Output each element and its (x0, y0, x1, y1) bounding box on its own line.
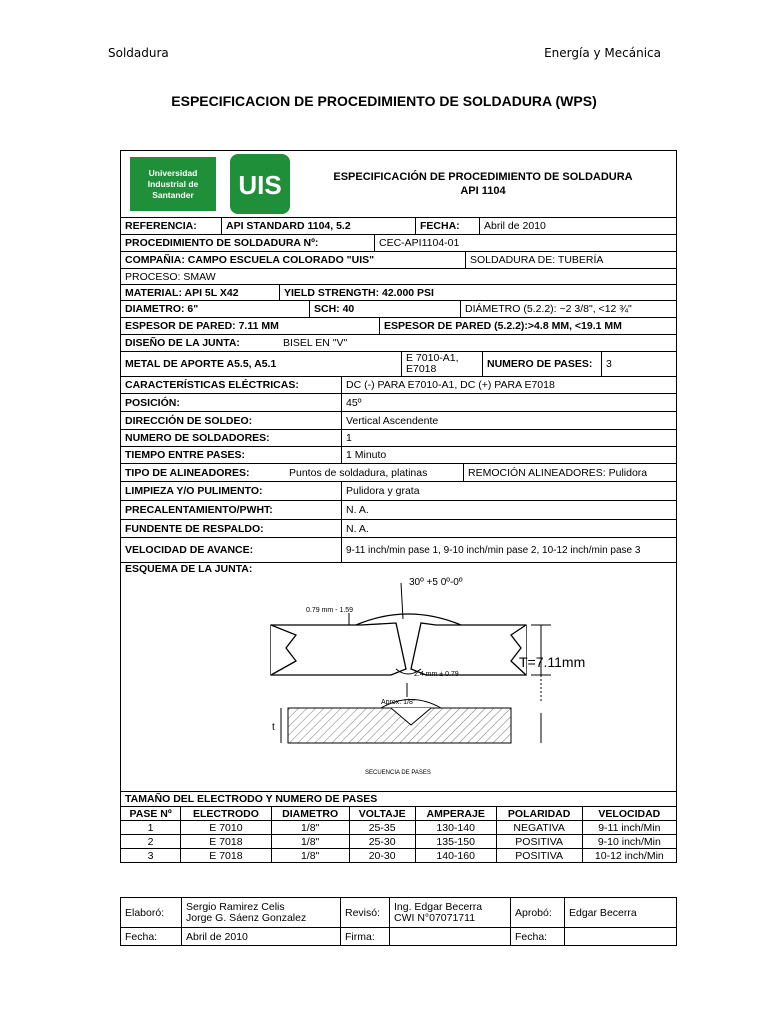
row-proceso (120, 268, 677, 284)
t-label-text: t (272, 722, 275, 733)
cell: 1/8" (271, 849, 349, 863)
metal-label: METAL DE APORTE A5.5, A5.1 (121, 352, 402, 376)
table-row (121, 849, 677, 863)
col-polaridad: POLARIDAD (496, 807, 582, 821)
row-caracteristicas (120, 376, 677, 393)
elaboro-value (182, 898, 341, 928)
cell: 135-150 (415, 835, 496, 849)
procedimiento-value: CEC-API1104-01 (379, 237, 460, 249)
reviso-cwi: CWI N°07071711 (394, 911, 476, 924)
electrode-table-title: TAMAÑO DEL ELECTRODO Y NUMERO DE PASES (120, 791, 677, 806)
university-logo (130, 157, 216, 211)
row-material (120, 284, 677, 300)
procedimiento-label: PROCEDIMIENTO DE SOLDADURA Nº: (121, 235, 375, 251)
material: MATERIAL: API 5L X42 (121, 285, 280, 300)
fecha2-label: Fecha: (511, 928, 565, 946)
cell: 2 (121, 835, 181, 849)
banner-title (290, 170, 676, 198)
fundente-label: FUNDENTE DE RESPALDO: (121, 520, 342, 537)
reviso-name: Ing. Edgar Becerra (394, 900, 483, 913)
table-row (121, 835, 677, 849)
row-procedimiento (120, 234, 677, 251)
fecha-sign-value: Abril de 2010 (182, 928, 341, 946)
row-metal (120, 351, 677, 376)
page-header-right: Energía y Mecánica (544, 46, 661, 60)
joint-sketch (120, 562, 677, 791)
col-velocidad: VELOCIDAD (582, 807, 676, 821)
cell: 20-30 (349, 849, 415, 863)
page-header-left: Soldadura (108, 46, 169, 60)
fundente-value: N. A. (346, 522, 369, 535)
uis-logo-icon (230, 154, 290, 214)
sch: SCH: 40 (310, 301, 461, 317)
sketch-label: ESQUEMA DE LA JUNTA: (125, 563, 253, 575)
alineadores-label: TIPO DE ALINEADORES: (125, 466, 250, 479)
bevel-angle-text: 30º +5 0º-0º (409, 577, 463, 588)
cell: 130-140 (415, 821, 496, 835)
cell: 25-30 (349, 835, 415, 849)
wps-sheet (120, 150, 677, 863)
soldadura-de: SOLDADURA DE: TUBERÍA (470, 254, 604, 266)
limpieza-label: LIMPIEZA Y/O PULIMENTO: (121, 482, 342, 500)
uis-logo-text: UIS (238, 170, 282, 200)
precal-label: PRECALENTAMIENTO/PWHT: (121, 501, 342, 519)
direccion-value: Vertical Ascendente (346, 414, 439, 427)
espesor-522: ESPESOR DE PARED (5.2.2):>4.8 MM, <19.1 MM (384, 320, 622, 332)
cell: POSITIVA (496, 849, 582, 863)
right-plate-profile (411, 623, 526, 675)
aprobo-label: Aprobó: (511, 898, 565, 928)
pases-value: 3 (606, 358, 612, 370)
row-posicion (120, 393, 677, 411)
remocion: REMOCIÓN ALINEADORES: Pulidora (468, 466, 648, 479)
row-precalentamiento (120, 500, 677, 519)
cell: E 7018 (181, 835, 272, 849)
thickness-text: T=7.11mm (519, 654, 586, 670)
col-diametro: DIAMETRO (271, 807, 349, 821)
soldadores-value: 1 (346, 432, 352, 444)
row-compania (120, 251, 677, 268)
posicion-label: POSICIÓN: (121, 394, 342, 411)
caract-value: DC (-) PARA E7010-A1, DC (+) PARA E7018 (346, 379, 555, 391)
cell: E 7010 (181, 821, 272, 835)
compania: COMPAÑIA: CAMPO ESCUELA COLORADO "UIS" (121, 252, 466, 268)
yield-strength: YIELD STRENGTH: 42.000 PSI (284, 286, 434, 299)
velocidad-value: 9-11 inch/min pase 1, 9-10 inch/min pase 2, 10-12 inch/min pase 3 (346, 544, 641, 556)
electrode-table-header (121, 807, 677, 821)
firma-label: Firma: (341, 928, 390, 946)
referencia-label: REFERENCIA: (121, 218, 222, 234)
root-opening-text: 2.4 mm ± 0.79 (414, 671, 459, 678)
reviso-value (390, 898, 511, 928)
aprobo-value: Edgar Becerra (565, 898, 677, 928)
row-referencia (120, 217, 677, 234)
university-logo-text: Universidad Industrial de Santander (147, 167, 199, 200)
soldadores-label: NUMERO DE SOLDADORES: (121, 430, 342, 446)
elaboro-name-2: Jorge G. Sáenz Gonzalez (186, 911, 307, 924)
cell: 3 (121, 849, 181, 863)
signature-row-1 (121, 898, 677, 928)
cell: 9-11 inch/Min (582, 821, 676, 835)
row-alineadores (120, 463, 677, 481)
row-fundente (120, 519, 677, 537)
left-plate-profile (271, 623, 406, 675)
row-soldadores (120, 429, 677, 446)
row-limpieza (120, 481, 677, 500)
tiempo-label: TIEMPO ENTRE PASES: (121, 447, 342, 463)
row-diametro (120, 300, 677, 317)
signature-table (120, 897, 677, 946)
banner-title-line1: ESPECIFICACIÓN DE PROCEDIMIENTO DE SOLDADURA (333, 171, 633, 183)
row-espesor (120, 317, 677, 334)
row-direccion (120, 411, 677, 429)
elaboro-name-1: Sergio Ramirez Celis (186, 900, 285, 913)
col-electrodo: ELECTRODO (181, 807, 272, 821)
cell: NEGATIVA (496, 821, 582, 835)
signature-row-2 (121, 928, 677, 946)
firma-value (390, 928, 511, 946)
cell: E 7018 (181, 849, 272, 863)
reviso-label: Revisó: (341, 898, 390, 928)
cell: 10-12 inch/Min (582, 849, 676, 863)
table-row (121, 821, 677, 835)
elaboro-label: Elaboró: (121, 898, 182, 928)
pases-label: NUMERO DE PASES: (483, 352, 602, 376)
cell: POSITIVA (496, 835, 582, 849)
electrode-table (120, 806, 677, 863)
velocidad-label: VELOCIDAD DE AVANCE: (121, 538, 342, 562)
metal-value: E 7010-A1, E7018 (402, 352, 483, 376)
col-pase: PASE Nº (121, 807, 181, 821)
fecha-value: Abril de 2010 (484, 220, 546, 232)
cell: 9-10 inch/Min (582, 835, 676, 849)
tiempo-value: 1 Minuto (346, 449, 387, 461)
posicion-value: 45º (346, 396, 362, 409)
direccion-label: DIRECCIÓN DE SOLDEO: (121, 412, 342, 429)
espesor: ESPESOR DE PARED: 7.11 MM (121, 318, 380, 334)
joint-diagram (121, 563, 678, 791)
limpieza-value: Pulidora y grata (346, 485, 420, 497)
cell: 1 (121, 821, 181, 835)
diametro-522: DIÁMETRO (5.2.2): ~2 3/8", <12 ¾" (465, 303, 632, 315)
diametro: DIAMETRO: 6" (121, 301, 310, 317)
fecha2-value (565, 928, 677, 946)
proceso: PROCESO: SMAW (125, 270, 216, 283)
col-amperaje: AMPERAJE (415, 807, 496, 821)
fecha-sign-label: Fecha: (121, 928, 182, 946)
cell: 1/8" (271, 835, 349, 849)
gap-top-text: 0.79 mm - 1.59 (306, 607, 354, 614)
row-diseno (120, 334, 677, 351)
precal-value: N. A. (346, 504, 369, 516)
banner (120, 150, 677, 217)
row-velocidad (120, 537, 677, 562)
caract-label: CARACTERÍSTICAS ELÉCTRICAS: (121, 377, 342, 393)
root-face-text: Aprox. 1/8" (381, 699, 416, 706)
cell: 25-35 (349, 821, 415, 835)
cell: 140-160 (415, 849, 496, 863)
cell: 1/8" (271, 821, 349, 835)
row-tiempo (120, 446, 677, 463)
weld-cap (356, 614, 461, 625)
left-break-line (271, 625, 296, 675)
banner-title-line2: API 1104 (460, 185, 506, 197)
referencia-value: API STANDARD 1104, 5.2 (222, 218, 416, 234)
fecha-label: FECHA: (416, 218, 480, 234)
diseno-value: BISEL EN "V" (283, 337, 348, 349)
sequence-text: SECUENCIA DE PASES (365, 770, 431, 776)
col-voltaje: VOLTAJE (349, 807, 415, 821)
alineadores-value: Puntos de soldadura, platinas (285, 464, 464, 481)
diseno-label: DISEÑO DE LA JUNTA: (125, 337, 240, 349)
document-title: ESPECIFICACION DE PROCEDIMIENTO DE SOLDADURA (WPS) (171, 93, 597, 109)
